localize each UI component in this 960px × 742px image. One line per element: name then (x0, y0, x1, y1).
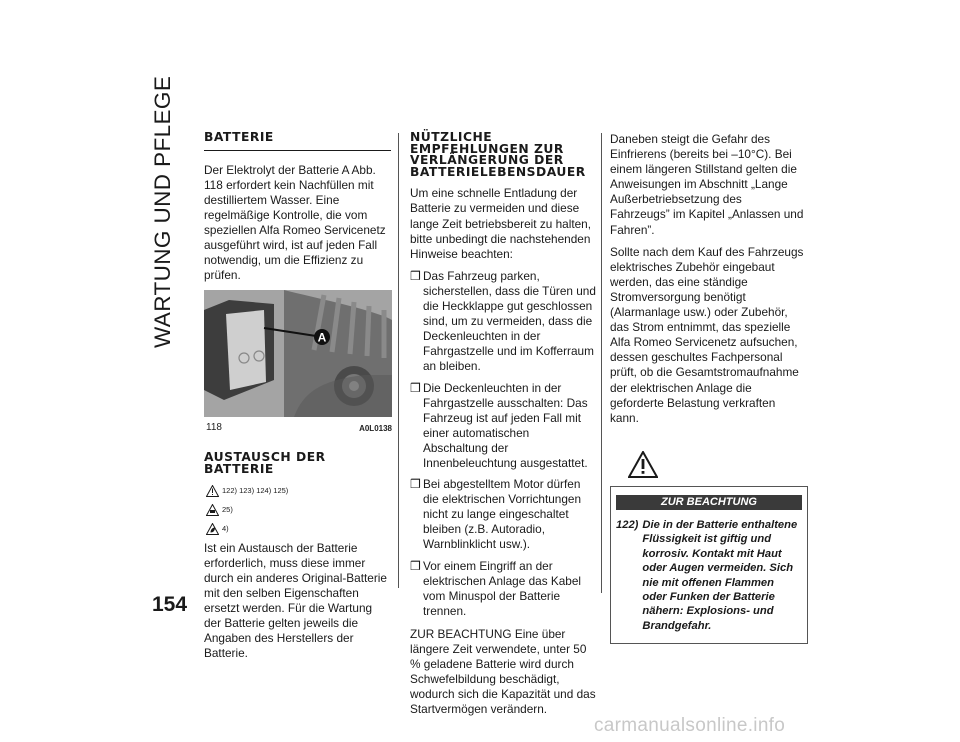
caution-car-icon (206, 504, 219, 516)
figure-code: A0L0138 (359, 424, 392, 434)
note-paragraph: ZUR BEACHTUNG Eine über längere Zeit verwendete, unter 50 % geladene Batterie wird durch Schwefelbildung beschädigt, wodurch sich die Kapazität und das Startvermögen verändern. (410, 626, 596, 717)
warning-triangle-icon (628, 451, 658, 478)
tips-list (410, 269, 596, 619)
chapter-title: WARTUNG UND PFLEGE (150, 75, 175, 348)
battery-photo (204, 290, 392, 417)
checkbox-bullet-icon: ❒ (410, 477, 421, 492)
checkbox-bullet-icon: ❒ (410, 558, 421, 573)
section-heading-battery: BATTERIE (204, 130, 274, 144)
list-item-text: Das Fahrzeug parken, sicherstellen, dass die Türen und die Heckklappe gut geschlossen sind, um zu vermeiden, dass die Deckenleuchten in der Fahrgastzelle und im Kofferraum an bleiben. (423, 268, 596, 374)
list-item (410, 559, 596, 619)
list-item (410, 381, 596, 472)
battery-intro: Der Elektrolyt der Batterie A Abb. 118 erfordert kein Nachfüllen mit destilliertem Wasser. Eine regelmäßige Kontrolle, die vom speziellen Alfa Romeo Servicenetz ausgeführt wird, ist auf jeden Fall notwendig, um die Effizienz zu prüfen. (204, 162, 386, 283)
tips-intro: Um eine schnelle Entladung der Batterie zu vermeiden und diese lange Zeit betriebsbereit zu halten, bitte unbedingt die nachstehenden Hinweise beachten: (410, 186, 591, 261)
warning-triangle-icon (206, 485, 219, 497)
column-divider (398, 133, 399, 588)
figure-caption: 118 (206, 422, 222, 434)
environment-ref-numbers: 4) (222, 523, 229, 533)
warning-text: Die in der Batterie enthaltene Flüssigkeit ist giftig und korrosiv. Kontakt mit Haut oder Augen vermeiden. Sich nie mit offenen Flammen oder Funken der Batterie nähern: Explosions- und Brandgefahr. (642, 518, 798, 632)
checkbox-bullet-icon: ❒ (410, 380, 421, 395)
section-heading-tips: NÜTZLICHE EMPFEHLUNGEN ZUR VERLÄNGERUNG DER BATTERIELEBENSDAUER (410, 130, 586, 179)
caution-ref-numbers: 25) (222, 504, 233, 514)
warning-box (610, 486, 808, 644)
warning-box-body (611, 518, 807, 633)
column-tips (410, 132, 596, 724)
freezing-paragraph: Daneben steigt die Gefahr des Einfrierens (bereits bei –10°C). Bei einem längeren Stillstand gelten die Anweisungen im Abschnitt „Lange Außerbetriebsetzung des Fahrzeugs” im Kapitel „Anlassen und Fahren”. (610, 132, 804, 237)
list-item (410, 477, 596, 552)
column-battery (204, 132, 391, 668)
caution-reference (206, 503, 391, 517)
environment-reference (206, 522, 391, 536)
warning-ref-numbers: 122) 123) 124) 125) (222, 485, 289, 495)
warning-number: 122) (616, 518, 639, 531)
list-item-text: Vor einem Eingriff an der elektrischen Anlage das Kabel vom Minuspol der Batterie trennen. (423, 558, 582, 618)
warning-reference (206, 484, 391, 498)
list-item-text: Bei abgestelltem Motor dürfen die elektrischen Vorrichtungen nicht zu lange eingeschaltet bleiben (z.B. Autoradio, Warnblinklicht usw.). (423, 477, 582, 552)
column-continued (610, 132, 804, 644)
page-number: 154 (152, 593, 188, 616)
accessories-paragraph: Sollte nach dem Kauf des Fahrzeugs elektrisches Zubehör eingebaut werden, das eine ständige Stromversorgung benötigt (Alarmanlage usw.) oder Zubehör, das Strom entnimmt, das spezielle Alfa Romeo Servicenetz aufsuchen, dessen geschultes Fachpersonal prüft, ob die Gesamtstromaufnahme der elektrischen Anlage die geforderte Belastung verkraften kann. (610, 244, 804, 425)
checkbox-bullet-icon: ❒ (410, 268, 421, 283)
list-item-text: Die Deckenleuchten in der Fahrgastzelle ausschalten: Das Fahrzeug ist auf jeden Fall mit einer automatischen Abschaltung der Innenbeleuchtung ausgestattet. (423, 380, 588, 470)
list-item (410, 269, 596, 375)
section-heading-replacement: AUSTAUSCH DER BATTERIE (204, 450, 326, 476)
figure-callout-a: A (317, 330, 327, 345)
column-divider (601, 133, 602, 593)
heading-underline (204, 150, 391, 151)
figure-118 (204, 290, 392, 440)
watermark: carmanualsonline.info (594, 715, 786, 736)
replacement-text: Ist ein Austausch der Batterie erforderlich, muss diese immer durch ein anderes Original-Batterie mit den selben Eigenschaften ersetzt werden. Für die Wartung der Batterie gelten jeweils die Angaben des Herstellers der Batterie. (204, 540, 387, 661)
warning-box-title: ZUR BEACHTUNG (616, 495, 802, 510)
environment-icon (206, 523, 219, 535)
